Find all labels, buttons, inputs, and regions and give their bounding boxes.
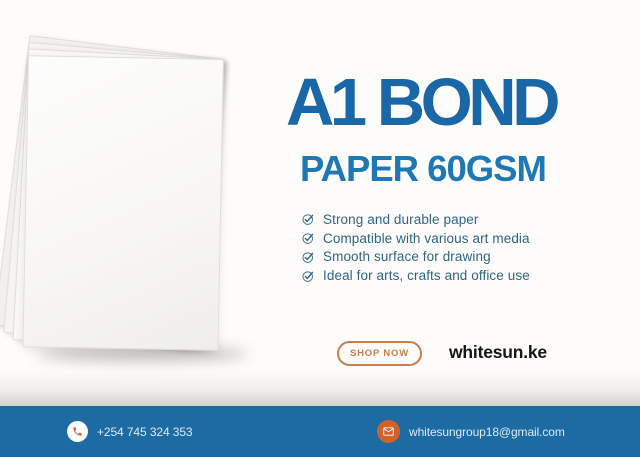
footer-bar: [0, 406, 640, 457]
feature-item: [301, 229, 530, 248]
shop-now-button[interactable]: SHOP NOW: [337, 341, 422, 366]
check-circle-icon: [301, 250, 315, 264]
product-subtitle: PAPER 60GSM: [300, 148, 546, 189]
email-contact[interactable]: [377, 406, 565, 457]
email-address: whitesungroup18@gmail.com: [409, 424, 565, 439]
feature-item: [301, 266, 530, 285]
phone-number: +254 745 324 353: [97, 424, 193, 439]
check-circle-icon: [301, 269, 315, 283]
paper-stack-image: [28, 59, 224, 351]
website-link[interactable]: whitesun.ke: [449, 342, 547, 362]
feature-text: Smooth surface for drawing: [323, 249, 491, 265]
phone-icon: [67, 421, 88, 442]
phone-contact[interactable]: [67, 406, 193, 457]
check-circle-icon: [301, 212, 315, 226]
feature-list: [301, 210, 530, 285]
feature-text: Ideal for arts, crafts and office use: [323, 268, 530, 284]
feature-item: [301, 210, 530, 229]
feature-text: Strong and durable paper: [323, 211, 479, 227]
feature-text: Compatible with various art media: [323, 230, 530, 246]
paper-sheet-front: [22, 55, 224, 351]
check-circle-icon: [301, 231, 315, 245]
floor-shadow: [0, 370, 640, 406]
feature-item: [301, 248, 530, 267]
email-icon: [377, 420, 400, 443]
product-title: A1 BOND: [286, 65, 557, 140]
